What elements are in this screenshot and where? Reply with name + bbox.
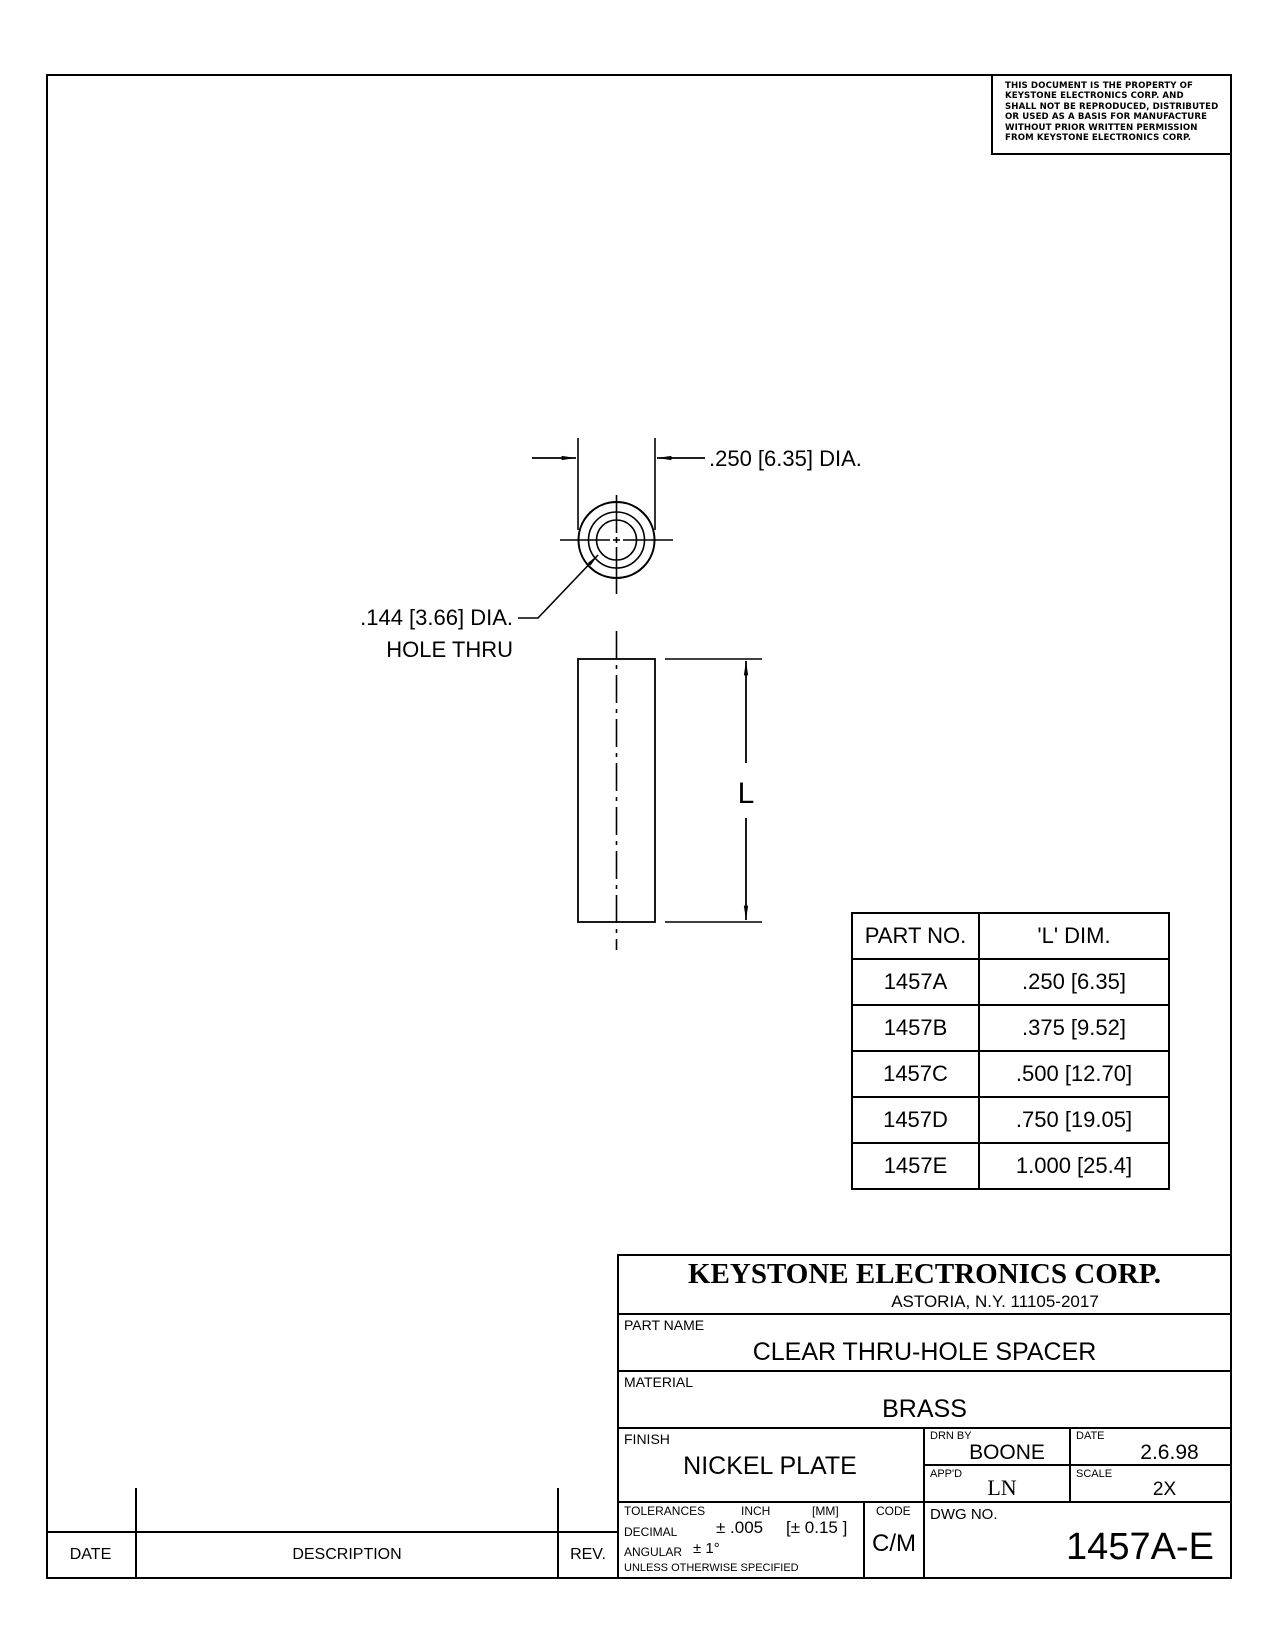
table-row: [852, 959, 1169, 1005]
company-address: ASTORIA, N.Y. 11105-2017: [891, 1292, 1099, 1311]
date-value: 2.6.98: [1140, 1441, 1199, 1464]
part-name-value: CLEAR THRU-HOLE SPACER: [752, 1338, 1097, 1366]
l-dim-cell: .750 [19.05]: [979, 1097, 1169, 1143]
drawn-by-label: DRN BY: [930, 1430, 972, 1442]
notice-line: FROM KEYSTONE ELECTRONICS CORP.: [1005, 133, 1192, 144]
divider: [557, 1488, 559, 1579]
part-name-label: PART NAME: [624, 1317, 705, 1333]
approved-label: APP'D: [930, 1468, 963, 1480]
dwg-no-label: DWG NO.: [930, 1506, 998, 1523]
material-value: BRASS: [882, 1395, 967, 1423]
finish-label: FINISH: [624, 1431, 670, 1447]
divider: [46, 1531, 617, 1533]
hole-thru-label: HOLE THRU: [386, 637, 513, 662]
table-row: [852, 1005, 1169, 1051]
drawn-by-value: BOONE: [969, 1441, 1045, 1464]
notice-line: OR USED AS A BASIS FOR MANUFACTURE: [1005, 112, 1208, 123]
notice-line: KEYSTONE ELECTRONICS CORP. AND: [1005, 91, 1184, 102]
part-number-cell: 1457E: [852, 1143, 979, 1189]
column-header-l-dim: 'L' DIM.: [979, 913, 1169, 959]
table-row: [852, 1097, 1169, 1143]
part-number-cell: 1457A: [852, 959, 979, 1005]
code-value: C/M: [872, 1530, 916, 1557]
revision-description-header: DESCRIPTION: [292, 1546, 402, 1563]
l-dim-cell: .250 [6.35]: [979, 959, 1169, 1005]
material-label: MATERIAL: [624, 1374, 693, 1390]
revision-date-header: DATE: [69, 1546, 112, 1563]
decimal-inch-value: ± .005: [716, 1518, 764, 1537]
part-number-cell: 1457C: [852, 1051, 979, 1097]
mm-label: [MM]: [812, 1504, 839, 1518]
length-label: L: [737, 777, 755, 810]
table-row: [852, 1143, 1169, 1189]
approved-value: LN: [987, 1475, 1017, 1500]
parts-table: [851, 912, 1170, 1190]
table-header-row: [852, 913, 1169, 959]
revision-rev-header: REV.: [570, 1546, 606, 1563]
l-dim-cell: .500 [12.70]: [979, 1051, 1169, 1097]
divider: [617, 1370, 1232, 1372]
decimal-mm-value: [± 0.15 ]: [786, 1518, 848, 1537]
inch-label: INCH: [741, 1504, 771, 1518]
angular-value: ± 1°: [693, 1540, 720, 1557]
l-dim-cell: .375 [9.52]: [979, 1005, 1169, 1051]
dwg-no-value: 1457A-E: [1066, 1526, 1214, 1568]
scale-value: 2X: [1152, 1479, 1177, 1500]
part-number-cell: 1457D: [852, 1097, 979, 1143]
angular-label: ANGULAR: [624, 1545, 683, 1559]
notice-line: SHALL NOT BE REPRODUCED, DISTRIBUTED: [1005, 101, 1219, 112]
divider: [617, 1313, 1232, 1315]
company-name: KEYSTONE ELECTRONICS CORP.: [688, 1258, 1161, 1290]
divider: [135, 1488, 137, 1579]
hole-dia-label: .144 [3.66] DIA.: [360, 605, 513, 630]
scale-label: SCALE: [1076, 1468, 1113, 1480]
tolerances-label: TOLERANCES: [624, 1504, 706, 1518]
part-number-cell: 1457B: [852, 1005, 979, 1051]
date-label: DATE: [1076, 1430, 1105, 1442]
notice-line: THIS DOCUMENT IS THE PROPERTY OF: [1005, 81, 1193, 91]
outer-dia-label: .250 [6.35] DIA.: [709, 446, 862, 471]
code-label: CODE: [876, 1504, 911, 1518]
hole-leader: [518, 555, 598, 618]
column-header-part-no: PART NO.: [852, 913, 979, 959]
unless-label: UNLESS OTHERWISE SPECIFIED: [624, 1562, 799, 1574]
finish-value: NICKEL PLATE: [683, 1452, 857, 1480]
decimal-label: DECIMAL: [624, 1525, 678, 1539]
l-dim-cell: 1.000 [25.4]: [979, 1143, 1169, 1189]
table-row: [852, 1051, 1169, 1097]
notice-line: WITHOUT PRIOR WRITTEN PERMISSION: [1005, 122, 1198, 133]
